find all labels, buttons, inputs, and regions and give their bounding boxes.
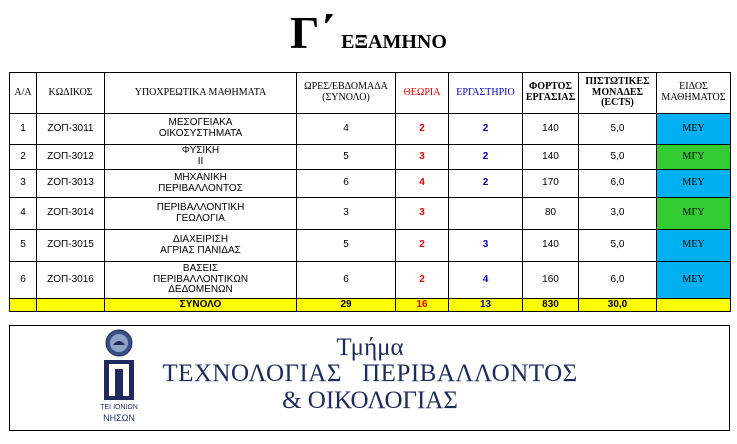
total-row [10,299,731,312]
semester-word: ΕΞΑΜΗΝΟ [341,31,447,53]
row-aa: 2 [10,145,37,170]
header-code: ΚΩΔΙΚΟΣ [37,73,105,114]
row-ects: 6,0 [579,170,657,198]
row-aa: 6 [10,262,37,299]
row-name [105,114,297,145]
row-theory: 2 [396,114,449,145]
row-type-badge: ΜΕΥ [657,170,731,198]
total-hours: 29 [297,299,396,312]
row-name-line2: ΟΙΚΟΣΥΣΤΗΜΑΤΑ [158,128,243,139]
row-name-line2: ΓΕΩΛΟΓΙΑ [176,212,225,224]
row-name [105,145,297,170]
row-name-line1: ΔΙΑΧΕΙΡΙΣΗ [172,233,229,245]
header-type: ΕΙΔΟΣ ΜΑΘΗΜΑΤΟΣ [657,73,731,114]
row-workload: 140 [523,145,579,170]
tei-logo-graphic [94,326,144,406]
row-workload: 160 [523,262,579,299]
row-hours: 6 [297,262,396,299]
row-hours: 4 [297,114,396,145]
row-lab [449,198,523,230]
row-theory: 4 [396,170,449,198]
row-workload: 80 [523,198,579,230]
row-type-badge: ΜΕΥ [657,262,731,299]
row-name [105,230,297,262]
logo-caption-islands: ΝΗΣΩΝ [103,413,135,423]
department-line1: Τμήμα [336,334,404,361]
row-theory: 3 [396,145,449,170]
table-row [10,230,731,262]
department-line2: ΤΕΧΝΟΛΟΓΙΑΣ ΠΕΡΙΒΑΛΛΟΝΤΟΣ [162,360,578,387]
row-name-line3: ΔΕΔΟΜΕΝΩΝ [168,284,233,296]
row-lab: 2 [449,145,523,170]
department-name [140,326,600,430]
total-empty-code [37,299,105,312]
header-ects: ΠΙΣΤΩΤΙΚΕΣ ΜΟΝΑΔΕΣ (ECTS) [579,73,657,114]
row-code: ΖΟΠ-3011 [37,114,105,145]
row-hours: 5 [297,145,396,170]
header-lab: ΕΡΓΑΣΤΗΡΙΟ [449,73,523,114]
row-name-line2: ΠΕΡΙΒΑΛΛΟΝΤΙΚΩΝ [152,273,249,285]
row-code: ΖΟΠ-3013 [37,170,105,198]
total-ects: 30,0 [579,299,657,312]
semester-title [0,6,737,59]
row-workload: 140 [523,230,579,262]
row-workload: 170 [523,170,579,198]
row-name-line2: ΙΙ [197,156,204,167]
row-code: ΖΟΠ-3012 [37,145,105,170]
row-lab: 2 [449,114,523,145]
table-row [10,114,731,145]
row-name-line1: ΒΑΣΕΙΣ [182,262,219,274]
table-row [10,145,731,170]
row-lab: 3 [449,230,523,262]
row-hours: 5 [297,230,396,262]
row-ects: 5,0 [579,230,657,262]
table-row [10,198,731,230]
table-row [10,262,731,299]
row-ects: 5,0 [579,145,657,170]
row-type-badge: ΜΓΥ [657,198,731,230]
department-banner [9,325,730,431]
row-aa: 3 [10,170,37,198]
row-name-line1: ΜΗΧΑΝΙΚΗ [174,171,227,183]
row-name-line1: ΠΕΡΙΒΑΛΛΟΝΤΙΚΗ [156,201,245,213]
department-line3: & ΟΙΚΟΛΟΓΙΑΣ [282,387,458,414]
row-theory: 2 [396,262,449,299]
semester-letter: Γ΄ [290,7,335,58]
row-hours: 6 [297,170,396,198]
row-workload: 140 [523,114,579,145]
row-aa: 5 [10,230,37,262]
row-name [105,198,297,230]
row-code: ΖΟΠ-3016 [37,262,105,299]
row-name-line1: ΦΥΣΙΚΗ [181,145,220,157]
header-theory: ΘΕΩΡΙΑ [396,73,449,114]
total-empty-aa [10,299,37,312]
row-name [105,262,297,299]
row-ects: 3,0 [579,198,657,230]
row-type-badge: ΜΕΥ [657,230,731,262]
row-code: ΖΟΠ-3014 [37,198,105,230]
row-name-line2: ΠΕΡΙΒΑΛΛΟΝΤΟΣ [158,182,243,194]
courses-table [9,72,731,312]
row-ects: 5,0 [579,114,657,145]
row-lab: 2 [449,170,523,198]
row-name-line1: ΜΕΣΟΓΕΙΑΚΑ [168,117,233,129]
row-ects: 6,0 [579,262,657,299]
row-theory: 3 [396,198,449,230]
row-code: ΖΟΠ-3015 [37,230,105,262]
total-workload: 830 [523,299,579,312]
table-row [10,170,731,198]
row-type-badge: ΜΓΥ [657,145,731,170]
logo-caption-tei: ΤΕΙ ΙΟΝΙΩΝ [100,404,138,411]
total-theory: 16 [396,299,449,312]
row-type-badge: ΜΕΥ [657,114,731,145]
row-name [105,170,297,198]
header-subject: ΥΠΟΧΡΕΩΤΙΚΑ ΜΑΘΗΜΑΤΑ [105,73,297,114]
total-label: ΣΥΝΟΛΟ [105,299,297,312]
row-aa: 4 [10,198,37,230]
row-hours: 3 [297,198,396,230]
row-theory: 2 [396,230,449,262]
total-lab: 13 [449,299,523,312]
header-aa: Α/Α [10,73,37,114]
row-name-line2: ΑΓΡΙΑΣ ΠΑΝΙΔΑΣ [160,244,241,256]
header-row [10,73,731,114]
row-lab: 4 [449,262,523,299]
header-hours: ΩΡΕΣ/ΕΒΔΟΜΑΔΑ (ΣΥΝΟΛΟ) [297,73,396,114]
header-workload: ΦΟΡΤΟΣ ΕΡΓΑΣΙΑΣ [523,73,579,114]
row-aa: 1 [10,114,37,145]
total-empty-type [657,299,731,312]
